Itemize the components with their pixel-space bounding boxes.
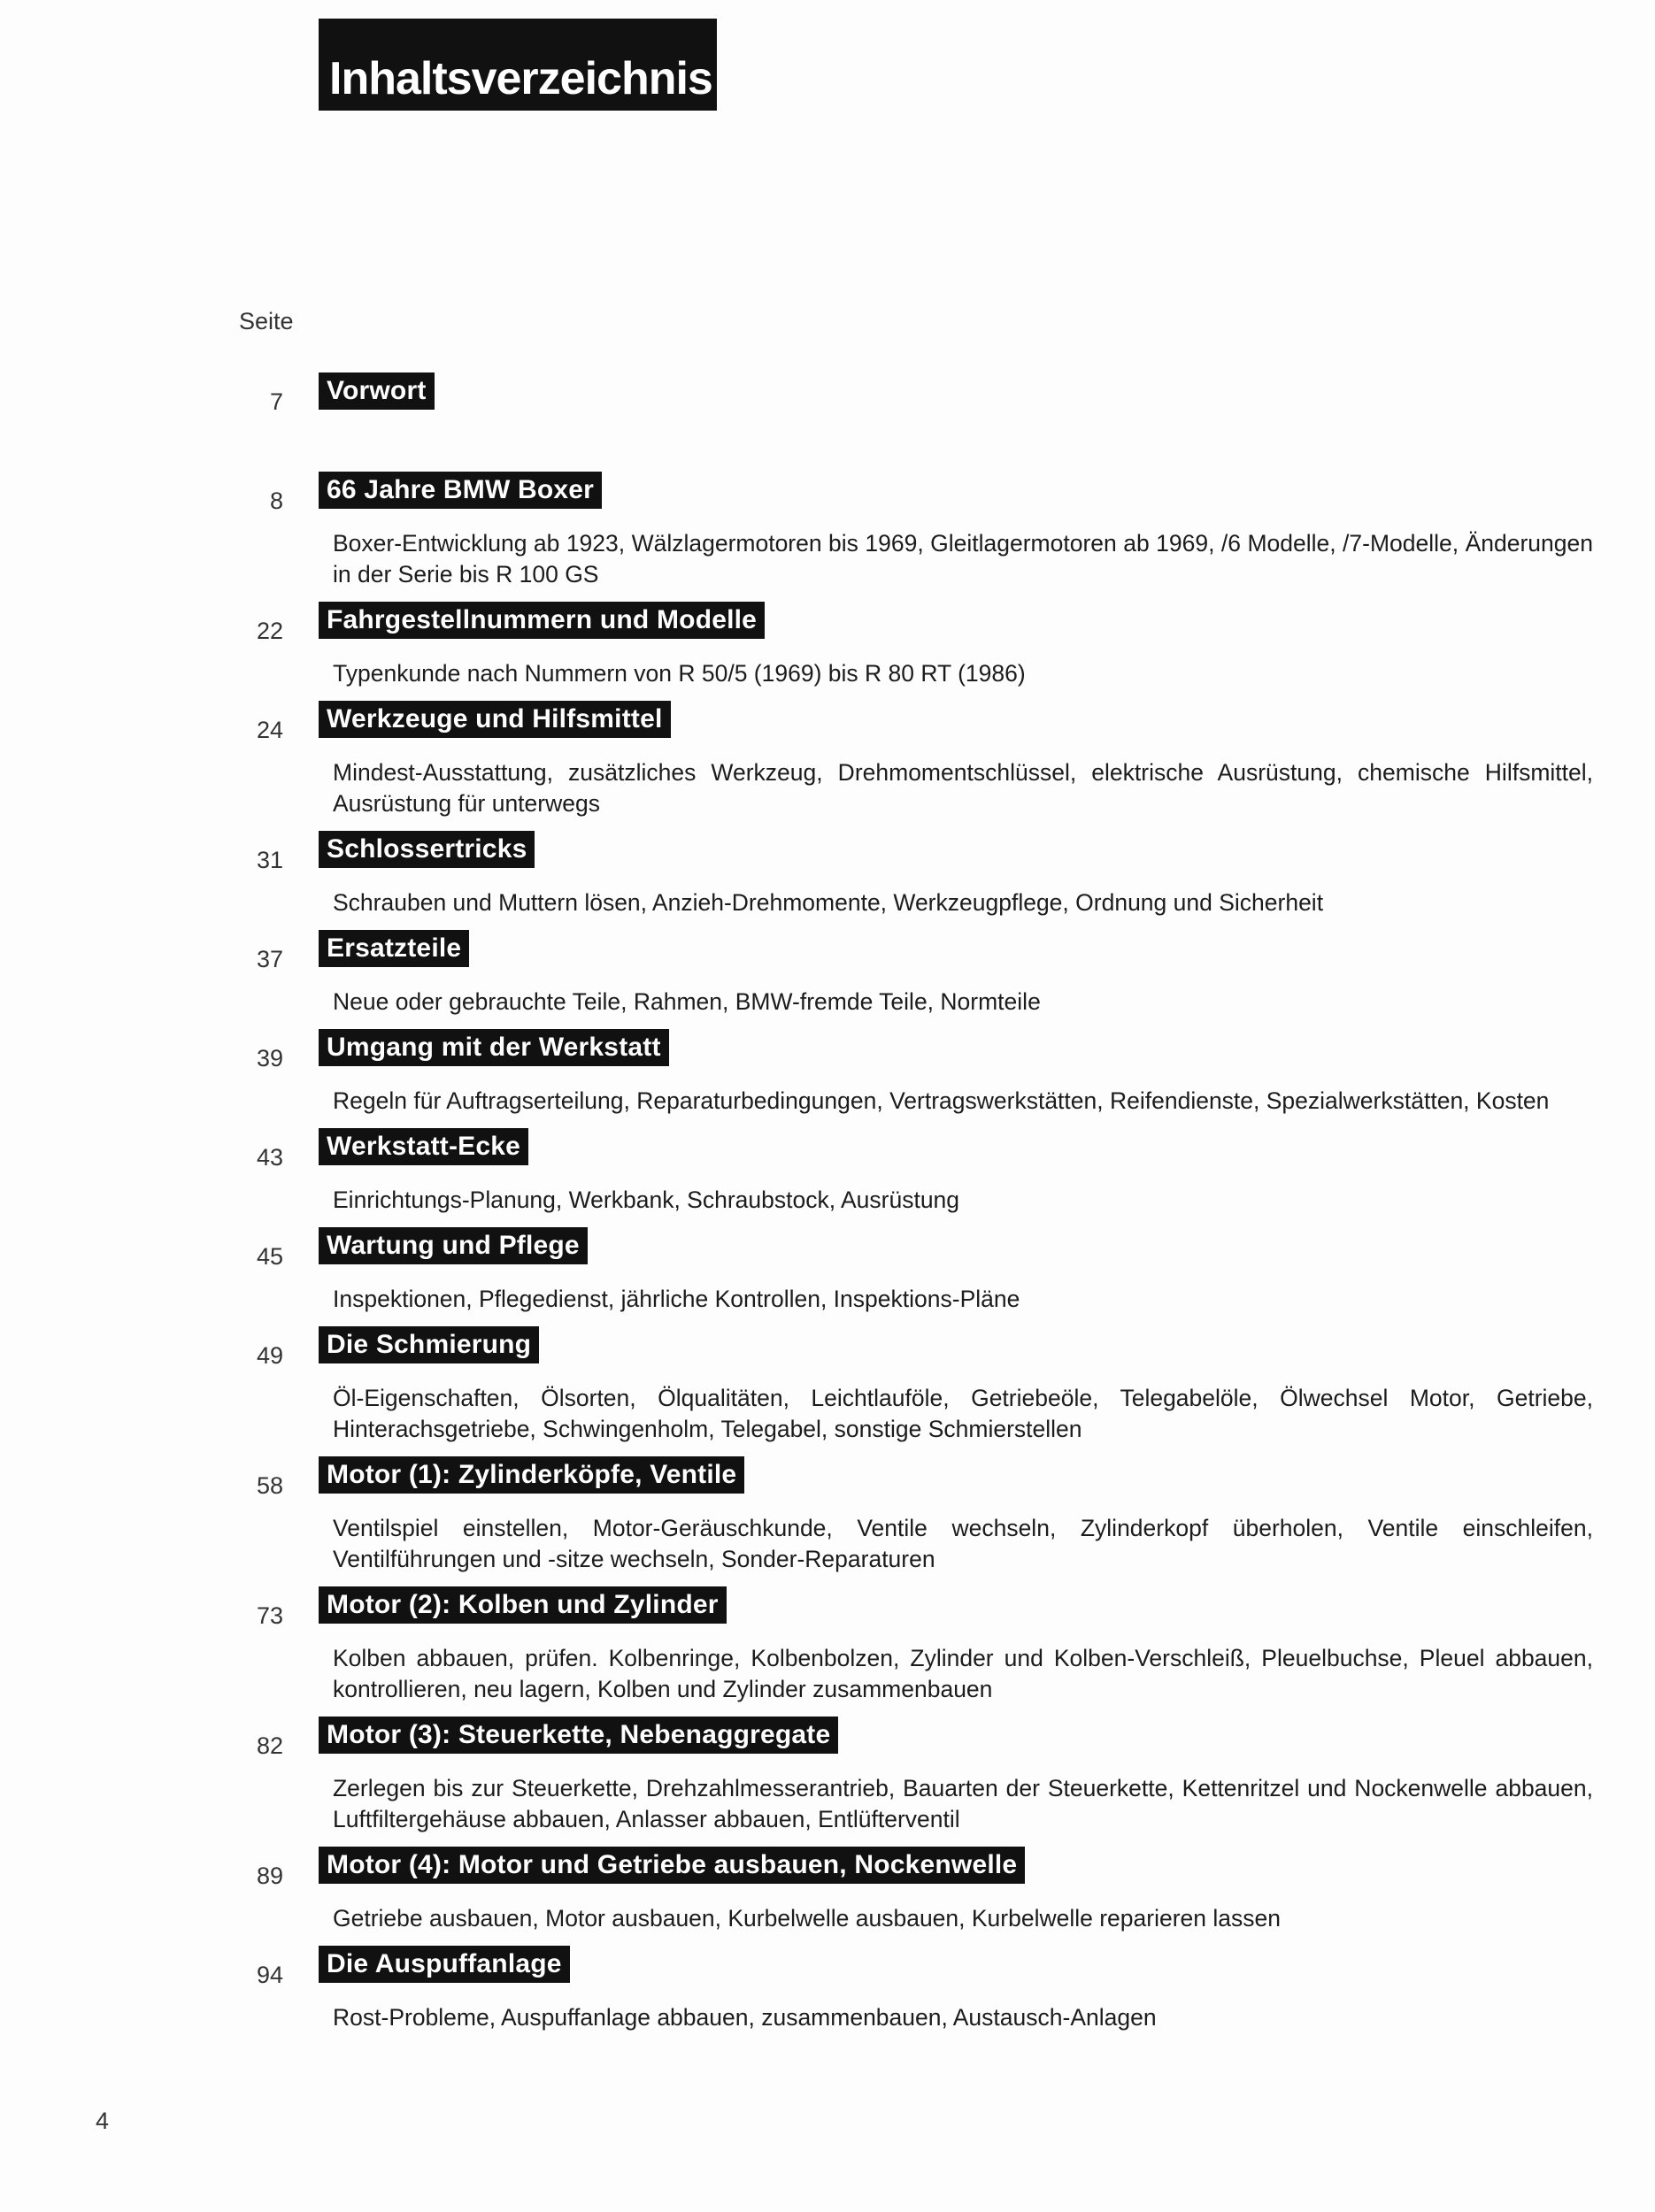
toc-entry [0,1227,1655,1326]
toc-entry [0,930,1655,1029]
toc-chapter-description: Mindest-Ausstattung, zusätzliches Werkzeug, Drehmomentschlüssel, elektrische Ausrüstung, chemische Hilfsmittel, Ausrüstung für unterwegs [333,759,1593,817]
toc-chapter-description: Boxer-Entwicklung ab 1923, Wälzlagermotoren bis 1969, Gleitlagermotoren ab 1969, /6 Modelle, /7-Modelle, Änderungen in der Serie bis R 100 GS [333,530,1593,588]
toc-chapter-description: Rost-Probleme, Auspuffanlage abbauen, zusammenbauen, Austausch-Anlagen [333,2004,1157,2031]
toc-entry [0,1029,1655,1128]
page-column-label: Seite [239,308,294,334]
toc-page-number: 8 [269,488,283,514]
toc-chapter-title: Motor (3): Steuerkette, Nebenaggregate [319,1717,838,1754]
toc-page-number: 24 [256,717,283,743]
toc-chapter-title: Die Auspuffanlage [319,1946,570,1983]
table-of-contents [0,373,1655,2045]
toc-entry [0,1128,1655,1227]
toc-page-number: 58 [256,1472,283,1499]
toc-chapter-title: Motor (1): Zylinderköpfe, Ventile [319,1456,744,1494]
toc-chapter-description: Öl-Eigenschaften, Ölsorten, Ölqualitäten, Leichtlauföle, Getriebeöle, Telegabelöle, Ölwechsel Motor, Getriebe, Hinterachsgetriebe, Schwingenholm, Telegabel, sonstige Schmierstellen [333,1385,1593,1442]
toc-entry [0,1847,1655,1946]
toc-chapter-title: Vorwort [319,373,435,410]
toc-chapter-description: Inspektionen, Pflegedienst, jährliche Kontrollen, Inspektions-Pläne [333,1286,1020,1312]
toc-entry [0,1326,1655,1456]
toc-chapter-description: Getriebe ausbauen, Motor ausbauen, Kurbelwelle ausbauen, Kurbelwelle reparieren lassen [333,1905,1281,1932]
toc-entry [0,472,1655,602]
toc-page-number: 45 [256,1243,283,1270]
toc-page-number: 7 [269,388,283,415]
toc-entry [0,831,1655,930]
toc-page-number: 31 [256,847,283,873]
toc-entry [0,1456,1655,1586]
toc-page-number: 39 [256,1045,283,1071]
toc-entry [0,701,1655,831]
toc-chapter-title: Fahrgestellnummern und Modelle [319,602,765,639]
toc-entry [0,1717,1655,1847]
toc-chapter-title: Motor (4): Motor und Getriebe ausbauen, Nockenwelle [319,1847,1025,1884]
toc-page-number: 37 [256,946,283,972]
toc-page-number: 73 [256,1602,283,1629]
toc-chapter-title: Wartung und Pflege [319,1227,588,1264]
toc-page-number: 89 [256,1863,283,1889]
toc-chapter-title: Werkzeuge und Hilfsmittel [319,701,671,738]
toc-page-number: 43 [256,1144,283,1171]
page-title: Inhaltsverzeichnis [319,19,717,111]
toc-entry [0,1946,1655,2045]
toc-chapter-description: Kolben abbauen, prüfen. Kolbenringe, Kolbenbolzen, Zylinder und Kolben-Verschleiß, Pleuelbuchse, Pleuel abbauen, kontrollieren, neu lagern, Kolben und Zylinder zusammenbauen [333,1645,1593,1702]
toc-entry [0,602,1655,701]
toc-chapter-title: Die Schmierung [319,1326,539,1363]
toc-chapter-title: Werkstatt-Ecke [319,1128,528,1165]
toc-chapter-title: Ersatzteile [319,930,469,967]
toc-chapter-description: Regeln für Auftragserteilung, Reparaturbedingungen, Vertragswerkstätten, Reifendienste, Spezialwerkstätten, Kosten [333,1087,1550,1114]
toc-chapter-title: Schlossertricks [319,831,535,868]
toc-page-number: 49 [256,1342,283,1369]
toc-page-number: 22 [256,618,283,644]
toc-page-number: 94 [256,1962,283,1988]
toc-page-number: 82 [256,1732,283,1759]
toc-chapter-description: Typenkunde nach Nummern von R 50/5 (1969) bis R 80 RT (1986) [333,660,1026,687]
toc-entry [0,373,1655,472]
footer-page-number: 4 [96,2108,110,2134]
toc-chapter-title: Umgang mit der Werkstatt [319,1029,669,1066]
toc-chapter-description: Zerlegen bis zur Steuerkette, Drehzahlmesserantrieb, Bauarten der Steuerkette, Kettenritzel und Nockenwelle abbauen, Luftfiltergehäuse abbauen, Anlasser abbauen, Entlüfterventil [333,1775,1593,1832]
toc-chapter-description: Schrauben und Muttern lösen, Anzieh-Drehmomente, Werkzeugpflege, Ordnung und Sicherheit [333,889,1324,916]
toc-chapter-description: Einrichtungs-Planung, Werkbank, Schraubstock, Ausrüstung [333,1187,960,1213]
toc-chapter-description: Ventilspiel einstellen, Motor-Geräuschkunde, Ventile wechseln, Zylinderkopf überholen, Ventile einschleifen, Ventilführungen und -sitze wechseln, Sonder-Reparaturen [333,1515,1593,1572]
toc-chapter-description: Neue oder gebrauchte Teile, Rahmen, BMW-fremde Teile, Normteile [333,988,1041,1015]
toc-chapter-title: Motor (2): Kolben und Zylinder [319,1586,727,1624]
toc-chapter-title: 66 Jahre BMW Boxer [319,472,602,509]
toc-entry [0,1586,1655,1717]
